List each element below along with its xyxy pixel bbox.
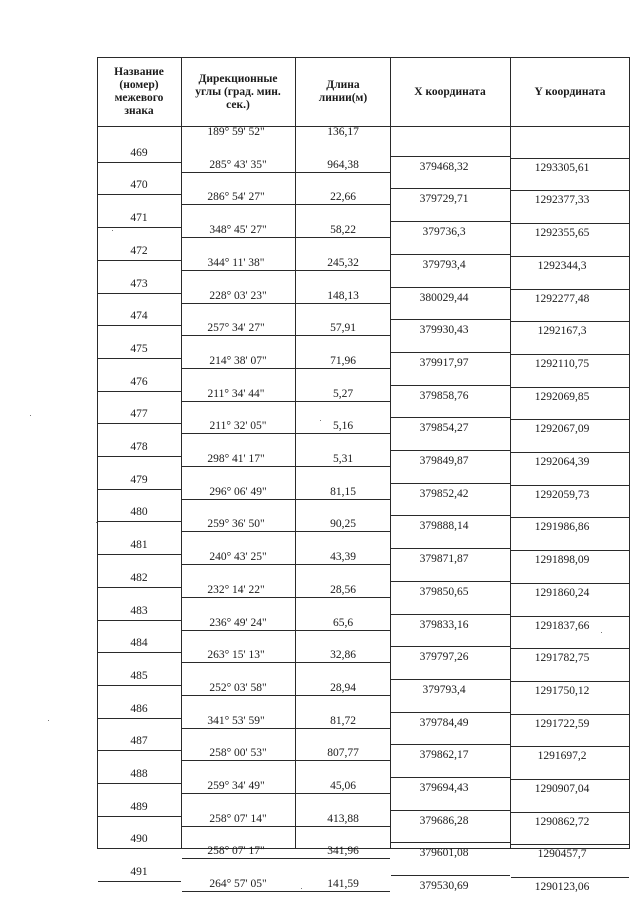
mark-x-coordinate: 379530,69 (419, 880, 469, 893)
segment-line-length: 141,59 (327, 878, 359, 891)
mark-y-coordinate: 1291782,75 (534, 652, 590, 665)
mark-number: 489 (130, 800, 148, 813)
mark-y-coordinate: 1292167,3 (537, 325, 587, 338)
segment-line-length: 341,96 (327, 845, 359, 858)
coordinate-divider (391, 221, 510, 222)
coordinate-divider (391, 646, 510, 647)
mark-x-coordinate: 379468,32 (419, 160, 469, 173)
mark-x-coordinate: 379833,16 (419, 618, 469, 631)
mark-number: 481 (130, 539, 148, 552)
header-x-coordinate: X координата (414, 85, 486, 98)
mark-number: 488 (130, 768, 148, 780)
mark-y-coordinate: 1292110,75 (534, 357, 590, 370)
mark-divider (98, 325, 181, 326)
mark-y-coordinate: 1291722,59 (534, 717, 590, 730)
coordinate-divider (391, 712, 510, 713)
mark-x-coordinate: 379784,49 (419, 716, 469, 729)
coordinate-divider (391, 188, 510, 189)
segment-line-length: 28,94 (330, 681, 356, 694)
segment-direction-angle: 211° 32' 05" (209, 420, 267, 433)
column-divider (295, 57, 296, 848)
mark-divider (98, 162, 181, 163)
mark-number: 471 (130, 212, 148, 225)
segment-divider (182, 662, 390, 663)
mark-x-coordinate: 379849,87 (419, 455, 469, 467)
coordinate-divider (511, 779, 629, 780)
mark-x-coordinate: 379793,4 (422, 258, 466, 271)
mark-number: 478 (130, 441, 148, 453)
mark-x-coordinate: 379917,97 (419, 356, 469, 369)
segment-line-length: 32,86 (330, 649, 356, 662)
coordinate-divider (511, 256, 629, 257)
segment-direction-angle: 259° 36' 50" (207, 518, 265, 531)
segment-direction-angle: 228° 03' 23" (209, 289, 267, 302)
segment-divider (182, 793, 390, 794)
segment-divider (182, 728, 390, 729)
segment-line-length: 5,31 (332, 453, 354, 465)
mark-y-coordinate: 1290457,7 (537, 848, 587, 861)
mark-x-coordinate: 379797,26 (419, 651, 469, 664)
segment-direction-angle: 258° 07' 14" (209, 812, 267, 825)
coordinate-divider (391, 875, 510, 876)
mark-divider (98, 423, 181, 424)
segment-line-length: 81,15 (330, 485, 356, 498)
segment-divider (182, 499, 390, 500)
segment-direction-angle: 240° 43' 25" (209, 551, 267, 564)
segment-divider (182, 858, 390, 859)
header-direction-angle: Дирекционные углы (град. мин. сек.) (195, 72, 281, 111)
mark-number: 474 (130, 310, 148, 323)
mark-number: 470 (130, 179, 148, 192)
header-y-coordinate: Y координата (534, 85, 606, 98)
mark-divider (98, 489, 181, 490)
mark-divider (98, 554, 181, 555)
coordinate-divider (391, 352, 510, 353)
coordinate-divider (391, 287, 510, 288)
mark-y-coordinate: 1290862,72 (534, 815, 590, 828)
mark-divider (98, 456, 181, 457)
mark-y-coordinate: 1292059,73 (534, 488, 590, 501)
coordinate-divider (511, 812, 629, 813)
segment-direction-angle: 214° 38' 07" (209, 354, 267, 367)
scan-speck (301, 888, 302, 889)
segment-line-length: 5,16 (332, 420, 354, 433)
mark-divider (98, 260, 181, 261)
mark-y-coordinate: 1292344,3 (537, 259, 587, 272)
coordinate-divider (511, 485, 629, 486)
mark-x-coordinate: 379862,17 (419, 749, 469, 762)
mark-number: 480 (130, 506, 148, 519)
coordinate-divider (511, 387, 629, 388)
mark-y-coordinate: 1293305,61 (534, 161, 590, 174)
mark-y-coordinate: 1291837,66 (534, 619, 590, 632)
segment-line-length: 43,39 (330, 551, 356, 564)
coordinate-divider (511, 616, 629, 617)
coordinate-divider (391, 417, 510, 418)
coordinate-divider (391, 842, 510, 843)
segment-line-length: 964,38 (327, 158, 359, 171)
mark-y-coordinate: 1291750,12 (534, 684, 590, 697)
segment-divider (182, 891, 390, 892)
coordinate-divider (511, 550, 629, 551)
coordinate-divider (391, 156, 510, 157)
coordinate-divider (391, 450, 510, 451)
segment-divider (182, 433, 390, 434)
segment-divider (182, 401, 390, 402)
segment-divider (182, 303, 390, 304)
coordinate-divider (511, 321, 629, 322)
segment-direction-angle: 344° 11' 38" (207, 256, 265, 269)
segment-direction-angle: 298° 41' 17" (207, 453, 265, 465)
segment-direction-angle: 232° 14' 22" (207, 583, 265, 596)
mark-y-coordinate: 1291860,24 (534, 586, 590, 599)
header-mark-name: Название (номер) межевого знака (114, 66, 164, 117)
mark-number: 484 (130, 637, 148, 650)
mark-number: 485 (130, 669, 148, 682)
segment-direction-angle: 263° 15' 13" (207, 649, 265, 662)
mark-number: 476 (130, 375, 148, 388)
coordinate-divider (391, 614, 510, 615)
segment-direction-angle: 296° 06' 49" (209, 485, 267, 498)
segment-direction-angle: 341° 53' 59" (207, 714, 265, 727)
mark-x-coordinate: 380029,44 (419, 291, 469, 304)
segment-divider (182, 597, 390, 598)
segment-divider (182, 826, 390, 827)
mark-divider (98, 358, 181, 359)
mark-x-coordinate: 379736,3 (422, 226, 466, 239)
coordinate-divider (511, 877, 629, 878)
mark-y-coordinate: 1292064,39 (534, 456, 590, 468)
mark-divider (98, 783, 181, 784)
mark-x-coordinate: 379601,08 (419, 847, 469, 860)
coordinate-divider (511, 223, 629, 224)
segment-divider (182, 466, 390, 467)
mark-y-coordinate: 1290907,04 (534, 783, 590, 795)
mark-divider (98, 391, 181, 392)
segment-direction-angle: 258° 00' 53" (209, 747, 267, 760)
segment-direction-angle: 259° 34' 49" (207, 780, 265, 792)
coordinate-divider (511, 844, 629, 845)
mark-y-coordinate: 1291986,86 (534, 521, 590, 534)
mark-divider (98, 293, 181, 294)
segment-direction-angle: 286° 54' 27" (207, 191, 265, 204)
mark-x-coordinate: 379888,14 (419, 520, 469, 533)
mark-x-coordinate: 379871,87 (419, 553, 469, 566)
mark-divider (98, 587, 181, 588)
segment-line-length: 22,66 (330, 191, 356, 204)
mark-number: 486 (130, 702, 148, 715)
coordinate-divider (391, 483, 510, 484)
segment-line-length: 90,25 (330, 518, 356, 531)
scan-speck (48, 720, 49, 721)
mark-number: 469 (130, 146, 148, 159)
mark-divider (98, 816, 181, 817)
coordinate-divider (511, 714, 629, 715)
segment-direction-angle: 189° 59' 52" (207, 126, 265, 138)
mark-y-coordinate: 1292069,85 (534, 390, 590, 403)
segment-line-length: 245,32 (327, 256, 359, 269)
segment-divider (182, 760, 390, 761)
mark-x-coordinate: 379686,28 (419, 814, 469, 827)
coordinate-divider (511, 648, 629, 649)
mark-divider (98, 521, 181, 522)
coordinate-divider (511, 517, 629, 518)
segment-line-length: 65,6 (332, 616, 354, 629)
mark-x-coordinate: 379729,71 (419, 193, 469, 206)
segment-line-length: 57,91 (330, 322, 356, 335)
mark-divider (98, 881, 181, 882)
header-line-length: Длина линии(м) (318, 79, 368, 104)
coordinate-divider (391, 679, 510, 680)
segment-divider (182, 531, 390, 532)
mark-x-coordinate: 379694,43 (419, 782, 469, 794)
coordinate-divider (511, 583, 629, 584)
segment-direction-angle: 285° 43' 35" (209, 158, 267, 171)
mark-number: 472 (130, 244, 148, 257)
segment-direction-angle: 348° 45' 27" (209, 224, 267, 237)
segment-line-length: 71,96 (330, 354, 356, 367)
segment-line-length: 5,27 (332, 387, 354, 400)
mark-x-coordinate: 379858,76 (419, 389, 469, 402)
coordinate-divider (511, 746, 629, 747)
table-border-top (97, 57, 630, 58)
mark-number: 479 (130, 473, 148, 486)
mark-y-coordinate: 1292377,33 (534, 194, 590, 207)
segment-line-length: 45,06 (330, 780, 356, 792)
mark-number: 475 (130, 342, 148, 355)
mark-x-coordinate: 379793,4 (422, 683, 466, 696)
coordinate-divider (511, 158, 629, 159)
coordinate-divider (391, 515, 510, 516)
mark-divider (98, 194, 181, 195)
segment-line-length: 136,17 (327, 126, 359, 138)
mark-x-coordinate: 379852,42 (419, 487, 469, 500)
coordinate-divider (511, 452, 629, 453)
mark-divider (98, 685, 181, 686)
segment-line-length: 807,77 (327, 747, 359, 760)
segment-divider (182, 172, 390, 173)
coordinate-divider (511, 190, 629, 191)
mark-number: 483 (130, 604, 148, 617)
mark-x-coordinate: 379930,43 (419, 324, 469, 337)
coordinate-divider (391, 548, 510, 549)
mark-y-coordinate: 1290123,06 (534, 881, 590, 894)
mark-number: 477 (130, 408, 148, 421)
segment-divider (182, 564, 390, 565)
scan-speck (30, 415, 31, 416)
coordinate-divider (391, 581, 510, 582)
segment-divider (182, 630, 390, 631)
segment-line-length: 413,88 (327, 812, 359, 825)
mark-y-coordinate: 1291898,09 (534, 554, 590, 567)
coordinate-divider (511, 681, 629, 682)
mark-y-coordinate: 1291697,2 (537, 750, 587, 763)
segment-line-length: 58,22 (330, 224, 356, 237)
segment-divider (182, 695, 390, 696)
scan-speck (320, 420, 321, 421)
segment-direction-angle: 258° 07' 17" (207, 845, 265, 858)
mark-y-coordinate: 1292067,09 (534, 423, 590, 436)
segment-direction-angle: 264° 57' 05" (209, 878, 267, 891)
mark-x-coordinate: 379850,65 (419, 585, 469, 598)
mark-number: 482 (130, 571, 148, 584)
segment-direction-angle: 257° 34' 27" (207, 322, 265, 335)
segment-divider (182, 237, 390, 238)
segment-line-length: 148,13 (327, 289, 359, 302)
segment-divider (182, 270, 390, 271)
scan-speck (96, 522, 97, 523)
mark-number: 490 (130, 833, 148, 846)
coordinate-divider (391, 319, 510, 320)
mark-y-coordinate: 1292355,65 (534, 227, 590, 240)
scan-speck (601, 632, 602, 633)
column-divider (629, 57, 630, 848)
scan-speck (112, 230, 113, 231)
mark-divider (98, 652, 181, 653)
mark-divider (98, 718, 181, 719)
coordinate-divider (391, 254, 510, 255)
segment-line-length: 28,56 (330, 583, 356, 596)
mark-divider (98, 227, 181, 228)
coordinate-divider (511, 289, 629, 290)
segment-direction-angle: 252° 03' 58" (209, 681, 267, 694)
mark-x-coordinate: 379854,27 (419, 422, 469, 435)
segment-direction-angle: 236° 49' 24" (209, 616, 267, 629)
mark-divider (98, 620, 181, 621)
coordinate-divider (391, 744, 510, 745)
segment-divider (182, 368, 390, 369)
coordinate-divider (511, 354, 629, 355)
segment-divider (182, 204, 390, 205)
segment-line-length: 81,72 (330, 714, 356, 727)
coordinate-divider (391, 777, 510, 778)
mark-y-coordinate: 1292277,48 (534, 292, 590, 305)
coordinate-divider (391, 385, 510, 386)
coordinate-divider (391, 810, 510, 811)
mark-divider (98, 848, 181, 849)
mark-divider (98, 750, 181, 751)
coordinate-divider (511, 419, 629, 420)
mark-number: 487 (130, 735, 148, 748)
mark-number: 491 (130, 866, 148, 879)
mark-number: 473 (130, 277, 148, 290)
segment-direction-angle: 211° 34' 44" (207, 387, 265, 400)
segment-divider (182, 335, 390, 336)
